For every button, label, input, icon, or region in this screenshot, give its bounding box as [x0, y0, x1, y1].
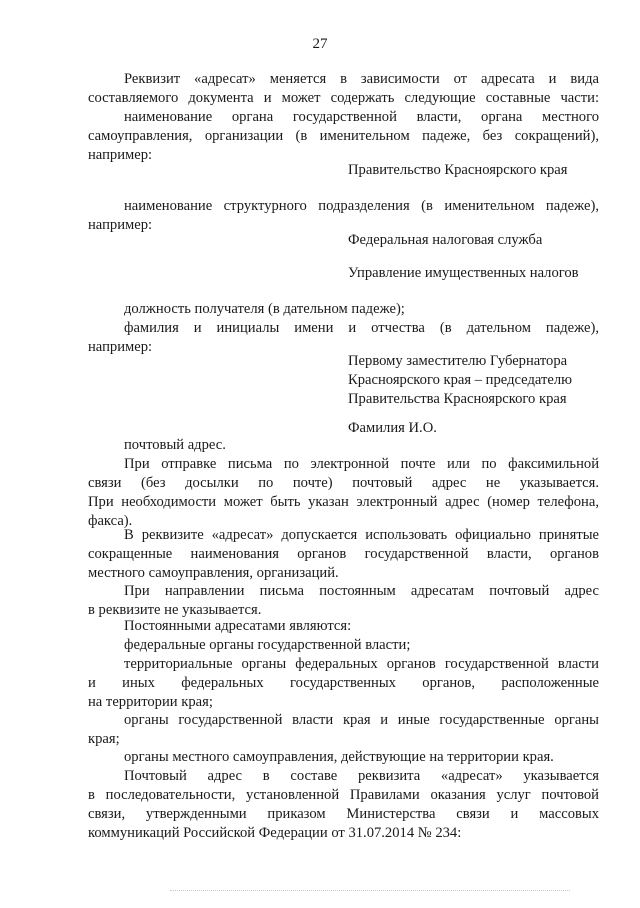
- text-line: Постоянными адресатами являются:: [124, 618, 352, 634]
- example-text: Правительства Красноярского края: [348, 391, 567, 407]
- page-number: 27: [312, 36, 328, 52]
- text-line: факса).: [88, 513, 133, 529]
- text-line: например:: [88, 339, 153, 355]
- example-text: Управление имущественных налогов: [348, 265, 579, 281]
- text-line: почтовый адрес.: [124, 437, 226, 453]
- text-line: органы государственной власти края и иные государственные органы: [124, 712, 599, 728]
- text-line: наименование органа государственной власти, органа местного: [124, 109, 599, 125]
- text-line: в последовательности, установленной Правилами оказания услуг почтовой: [88, 787, 599, 803]
- text-line: связи, утвержденными приказом Министерства связи и массовых: [88, 806, 599, 822]
- text-line: должность получателя (в дательном падеже);: [124, 301, 405, 317]
- text-line: Реквизит «адресат» меняется в зависимости от адресата и вида: [124, 71, 599, 87]
- example-text: Фамилия И.О.: [348, 420, 437, 436]
- text-line: При необходимости может быть указан электронный адрес (номер телефона,: [88, 494, 599, 510]
- example-text: Федеральная налоговая служба: [348, 232, 543, 248]
- text-line: на территории края;: [88, 694, 213, 710]
- text-line: составляемого документа и может содержать следующие составные части:: [88, 90, 599, 106]
- text-line: В реквизите «адресат» допускается использовать официально принятые: [124, 527, 599, 543]
- text-line: связи (без досылки по почте) почтовый адрес не указывается.: [88, 475, 599, 491]
- text-line: территориальные органы федеральных органов государственной власти: [124, 656, 599, 672]
- text-line: края;: [88, 731, 120, 747]
- text-line: например:: [88, 147, 153, 163]
- text-line: наименование структурного подразделения (в именительном падеже),: [124, 198, 599, 214]
- text-line: местного самоуправления, организаций.: [88, 565, 339, 581]
- text-line: и иных федеральных государственных органов, расположенные: [88, 675, 599, 691]
- text-line: коммуникаций Российской Федерации от 31.07.2014 № 234:: [88, 825, 462, 841]
- example-text: Первому заместителю Губернатора: [348, 353, 568, 369]
- text-line: При отправке письма по электронной почте или по факсимильной: [124, 456, 599, 472]
- text-line: самоуправления, организации (в именительном падеже, без сокращений),: [88, 128, 599, 144]
- scan-artifact-line: [170, 890, 570, 892]
- text-line: При направлении письма постоянным адресатам почтовый адрес: [124, 583, 599, 599]
- text-line: сокращенные наименования органов государственной власти, органов: [88, 546, 599, 562]
- text-line: например:: [88, 217, 153, 233]
- text-line: органы местного самоуправления, действующие на территории края.: [124, 749, 554, 765]
- example-text: Красноярского края – председателю: [348, 372, 573, 388]
- text-line: фамилия и инициалы имени и отчества (в дательном падеже),: [124, 320, 599, 336]
- text-line: в реквизите не указывается.: [88, 602, 262, 618]
- text-line: Почтовый адрес в составе реквизита «адресат» указывается: [124, 768, 599, 784]
- example-text: Правительство Красноярского края: [348, 162, 568, 178]
- text-line: федеральные органы государственной власти;: [124, 637, 411, 653]
